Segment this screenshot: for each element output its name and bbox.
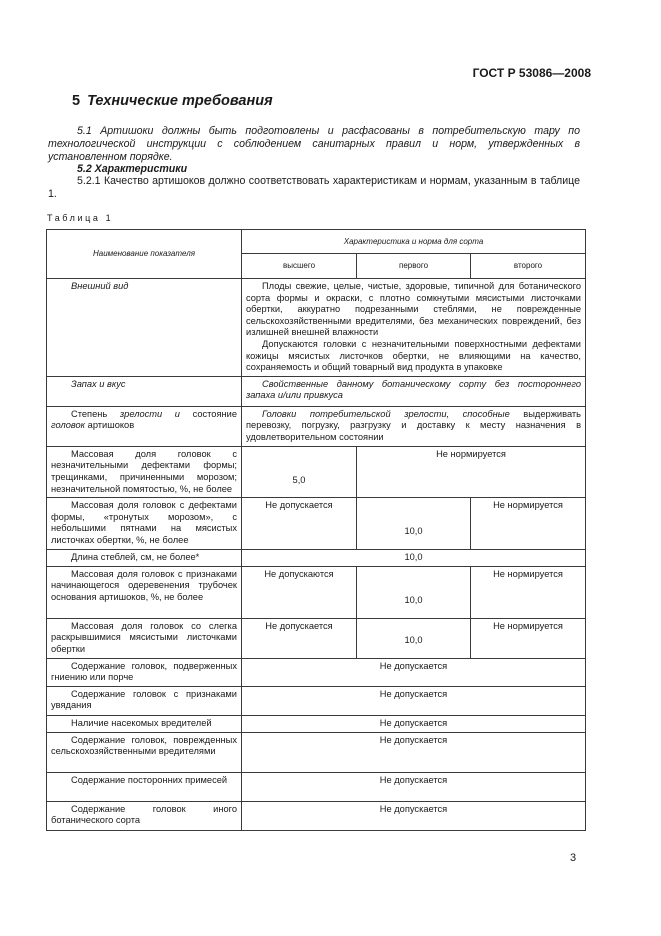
header-grade-first: первого	[357, 254, 471, 279]
maturity-text-a: Головки потребительской зрелости, способные	[262, 408, 510, 419]
frost-defects-v2-text: 10,0	[404, 526, 423, 537]
maturity-text-b: выдерживать перевозку, погрузку, разгрузку и доставку к месту назначения в удовлетворительном состоянии	[246, 408, 582, 442]
row-frost-defects-v1: Не допускается	[242, 498, 357, 549]
paragraph-5-2-1: 5.2.1 Качество артишоков должно соответствовать характеристикам и нормам, указанным в таблице 1.	[48, 175, 580, 200]
row-opened-leaves-v3: Не нормируется	[471, 618, 586, 658]
row-wilting-value: Не допускается	[242, 686, 586, 715]
row-stem-length-name: Длина стеблей, см, не более*	[47, 549, 242, 566]
maturity-name-part-e: артишоков	[85, 420, 135, 431]
header-indicator-name-text: Наименование показателя	[92, 249, 196, 259]
document-code: ГОСТ Р 53086—2008	[472, 66, 591, 80]
row-opened-leaves-v2	[357, 618, 471, 658]
row-smell-name: Запах и вкус	[47, 376, 242, 406]
header-grade-group: Характеристика и норма для сорта	[242, 230, 586, 254]
header-grade-highest: высшего	[242, 254, 357, 279]
lignification-v2-text: 10,0	[404, 594, 423, 605]
section-title	[72, 93, 273, 109]
header-grade-second: второго	[471, 254, 586, 279]
row-insects-value: Не допускается	[242, 715, 586, 732]
opened-leaves-v2-text: 10,0	[404, 634, 423, 645]
section-number: 5	[72, 93, 81, 109]
row-pest-damage-name: Содержание головок, поврежденных сельскохозяйственными вредителями	[47, 732, 242, 772]
header-indicator-name	[47, 230, 242, 279]
row-smell-value: Свойственные данному ботаническому сорту без постороннего запаха и/или привкуса	[242, 376, 586, 406]
row-maturity-name	[47, 406, 242, 446]
row-minor-defects-name: Массовая доля головок с незначительными дефектами формы; трещинками, причиненными морозом; незначительной помятостью, %, не более	[47, 446, 242, 497]
row-stem-length-value: 10,0	[242, 549, 586, 566]
row-rot-value: Не допускается	[242, 658, 586, 686]
paragraph-5-2-heading: 5.2 Характеристики	[77, 163, 188, 175]
row-rot-name: Содержание головок, подверженных гниению или порче	[47, 658, 242, 686]
row-opened-leaves-v1: Не допускается	[242, 618, 357, 658]
row-appearance-name: Внешний вид	[47, 279, 242, 377]
row-lignification-v3: Не нормируется	[471, 566, 586, 618]
row-lignification-name: Массовая доля головок с признаками начинающегося одеревенения трубочек основания артишоков, %, не более	[47, 566, 242, 618]
row-wilting-name: Содержание головок с признаками увядания	[47, 686, 242, 715]
row-minor-defects-v23: Не нормируется	[357, 446, 586, 497]
row-opened-leaves-name: Массовая доля головок со слегка раскрывшимися мясистыми листочками обертки	[47, 618, 242, 658]
appearance-text-b: Допускаются головки с незначительными поверхностными дефектами кожицы мясистых листочков обертки, не влияющими на качество, сохраняемость и общий товарный вид продукта в упаковке	[246, 338, 582, 373]
row-insects-name: Наличие насекомых вредителей	[47, 715, 242, 732]
row-other-variety-name: Содержание головок иного ботанического сорта	[47, 801, 242, 830]
maturity-name-part-a: Степень	[71, 408, 120, 419]
row-frost-defects-v2	[357, 498, 471, 549]
row-pest-damage-value: Не допускается	[242, 732, 586, 772]
page-number: 3	[570, 852, 577, 864]
row-other-variety-value: Не допускается	[242, 801, 586, 830]
row-frost-defects-v3: Не нормируется	[471, 498, 586, 549]
table-caption: Таблица 1	[47, 213, 114, 223]
minor-defects-v1-text: 5,0	[292, 474, 306, 485]
row-impurities-name: Содержание посторонних примесей	[47, 772, 242, 801]
row-maturity-value	[242, 406, 586, 446]
row-lignification-v1: Не допускаются	[242, 566, 357, 618]
maturity-name-part-c: состояние	[179, 408, 238, 419]
row-lignification-v2	[357, 566, 471, 618]
row-appearance-value	[242, 279, 586, 377]
row-minor-defects-v1	[242, 446, 357, 497]
maturity-name-part-d: головок	[51, 420, 86, 431]
section-title-text: Технические требования	[87, 93, 273, 109]
row-frost-defects-name: Массовая доля головок с дефектами формы, «тронутых морозом», с небольшими пятнами на мясистых листочках обертки, %, не более	[47, 498, 242, 549]
quality-table	[46, 229, 586, 831]
row-impurities-value: Не допускается	[242, 772, 586, 801]
maturity-name-part-b: зрелости и	[119, 408, 180, 419]
appearance-text-a: Плоды свежие, целые, чистые, здоровые, типичной для ботанического сорта формы и окраски, с плотно сомкнутыми мясистыми листочками обертки, аккуратно подрезанными стеблями, не поврежденные сельскохозяйственными вредителями, без механических повреждений, без излишней внешней влажности	[246, 281, 582, 338]
paragraph-5-1: 5.1 Артишоки должны быть подготовлены и расфасованы в потребительскую тару по технологической инструкции с соблюдением санитарных правил и норм, утвержденных в установленном порядке.	[48, 125, 580, 163]
